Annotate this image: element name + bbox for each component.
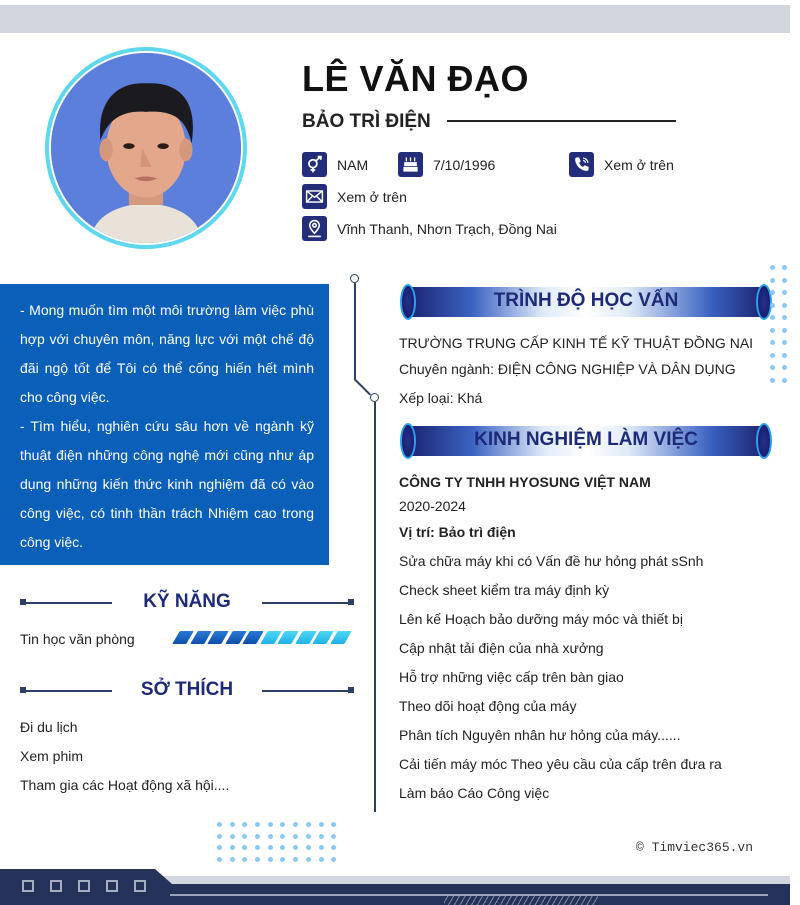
experience-position: Vị trí: Bảo trì điện [399, 524, 516, 540]
email-value: Xem ở trên [337, 188, 407, 205]
experience-heading-banner [398, 423, 774, 459]
phone-icon [569, 152, 594, 177]
candidate-name: LÊ VĂN ĐẠO [302, 58, 530, 99]
hobby-item: Xem phim [20, 748, 84, 764]
birthday-cake-icon [398, 152, 423, 177]
education-heading: TRÌNH ĐỘ HỌC VẤN [493, 290, 679, 311]
contact-gender [302, 152, 368, 177]
experience-task: Cải tiến máy móc Theo yêu cầu của cấp trên đưa ra [399, 756, 722, 772]
birthday-value: 7/10/1996 [433, 156, 496, 173]
footer-hatch-pattern [444, 896, 598, 905]
experience-task: Hỗ trợ những việc cấp trên bàn giao [399, 669, 624, 685]
experience-task: Check sheet kiểm tra máy định kỳ [399, 582, 610, 598]
contact-address [302, 216, 557, 241]
hobby-item: Đi du lịch [20, 719, 78, 735]
experience-period: 2020-2024 [399, 498, 466, 514]
contact-email [302, 184, 407, 209]
copyright: © Timviec365.vn [636, 840, 754, 855]
phone-value: Xem ở trên [604, 156, 674, 173]
square-icon [134, 880, 146, 892]
objective-paragraph: - Mong muốn tìm một môi trường làm việc phù hợp với chuyên môn, năng lực với một chế độ đãi ngộ tốt để Tôi có thể cống hiến hết mình cho công việc. [20, 302, 314, 405]
square-icon [50, 880, 62, 892]
experience-task: Theo dõi hoạt động của máy [399, 698, 577, 714]
skill-level-bar [176, 631, 348, 644]
square-icon [22, 880, 34, 892]
experience-task: Phân tích Nguyên nhân hư hỏng của máy...... [399, 727, 681, 743]
education-school: TRƯỜNG TRUNG CẤP KINH TẾ KỸ THUẬT ĐỒNG NAI [399, 335, 754, 351]
job-title: BẢO TRÌ ĐIỆN [302, 111, 431, 132]
experience-task: Lên kế Hoạch bảo dưỡng máy móc và thiết bị [399, 611, 683, 627]
footer-squares [22, 880, 146, 892]
career-objective [0, 284, 329, 565]
contact-phone [569, 152, 674, 177]
experience-company: CÔNG TY TNHH HYOSUNG VIỆT NAM [399, 474, 651, 490]
footer-light-band [160, 876, 790, 884]
experience-task: Sửa chữa máy khi có Vấn đề hư hỏng phát sSnh [399, 553, 704, 569]
gender-value: NAM [337, 156, 369, 173]
avatar-frame [45, 47, 247, 249]
avatar [51, 53, 241, 243]
skill-name: Tin học văn phòng [20, 631, 135, 647]
contact-birthday [398, 152, 495, 177]
square-icon [78, 880, 90, 892]
top-decor-band [0, 5, 790, 33]
education-heading-banner [398, 284, 774, 320]
experience-heading: KINH NGHIỆM LÀM VIỆC [474, 429, 698, 450]
hobby-item: Tham gia các Hoạt động xã hội.... [20, 777, 230, 793]
hobbies-heading: SỞ THÍCH [20, 679, 354, 703]
skills-heading: KỸ NĂNG [20, 591, 354, 615]
address-value: Vĩnh Thanh, Nhơn Trạch, Đồng Nai [337, 220, 557, 237]
objective-paragraph: - Tìm hiểu, nghiên cứu sâu hơn về ngành kỹ thuật điện những công nghệ mới cũng như áp dụng những kiến thức kinh nghiệm đã có vào công việc, có tinh thần trách Nhiệm cao trong công việc. [20, 418, 314, 550]
decor-dots-right [770, 265, 787, 383]
title-divider [447, 120, 676, 122]
decor-dots-bottom [217, 822, 336, 862]
email-icon [302, 184, 327, 209]
education-major: Chuyên ngành: ĐIỆN CÔNG NGHIỆP VÀ DÂN DỤNG [399, 361, 736, 377]
experience-task: Làm báo Cáo Công việc [399, 785, 550, 801]
square-icon [106, 880, 118, 892]
education-grade: Xếp loại: Khá [399, 390, 483, 406]
experience-task: Cập nhật tải điện của nhà xưởng [399, 640, 604, 656]
location-pin-icon [302, 216, 327, 241]
gender-icon [302, 152, 327, 177]
